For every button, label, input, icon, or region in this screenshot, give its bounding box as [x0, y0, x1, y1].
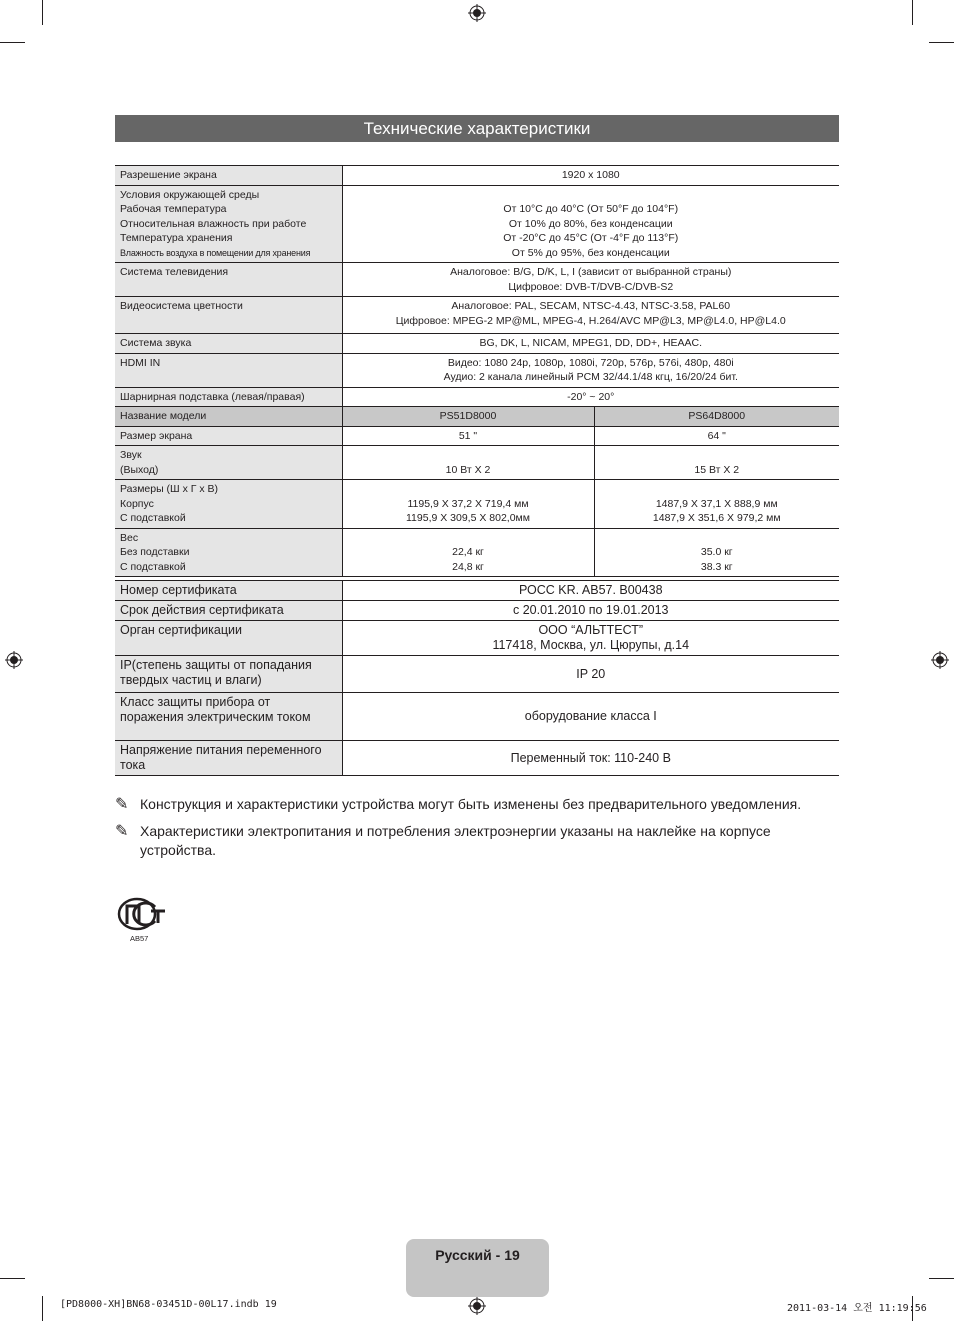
cert-value: РОСС KR. AB57. B00438 — [342, 581, 839, 601]
spec-label: Видеосистема цветности — [115, 297, 342, 334]
cert-label: Номер сертификата — [115, 581, 342, 601]
table-row — [115, 166, 839, 186]
table-row — [115, 185, 839, 263]
model-1-value: PS51D8000 — [342, 407, 594, 427]
spec-label: HDMI IN — [115, 353, 342, 387]
pct-certification-mark — [117, 897, 167, 931]
pencil-note-icon: ✎ — [115, 796, 129, 813]
certification-code: AB57 — [130, 934, 149, 943]
cert-label: Напряжение питания переменного тока — [115, 741, 342, 776]
model-2-value: 64 " — [594, 426, 839, 446]
cert-value: Переменный ток: 110-240 В — [342, 741, 839, 776]
cert-value: IP 20 — [342, 656, 839, 693]
spec-value: Аналоговое: B/G, D/K, L, I (зависит от выбранной страны) Цифровое: DVB-T/DVB-C/DVB-S2 — [342, 263, 839, 297]
model-2-value: 35.0 кг 38.3 кг — [594, 528, 839, 577]
notes-section — [115, 795, 839, 868]
spec-value: Видео: 1080 24p, 1080p, 1080i, 720p, 576p, 576i, 480p, 480i Аудио: 2 канала линейный PCM 32/44.1/48 кгц, 16/20/24 бит. — [342, 353, 839, 387]
specifications-table — [115, 165, 839, 577]
spec-label: Система телевидения — [115, 263, 342, 297]
registration-crosshair-icon — [931, 651, 949, 669]
table-row — [115, 621, 839, 656]
crop-mark — [42, 0, 43, 25]
model-1-value: 51 " — [342, 426, 594, 446]
print-file-info: [PD8000-XH]BN68-03451D-00L17.indb 19 — [60, 1299, 277, 1310]
spec-label: Разрешение экрана — [115, 166, 342, 186]
table-row — [115, 656, 839, 693]
cert-value: ООО “АЛЬТТЕСТ” 117418, Москва, ул. Цюрупы, д.14 — [342, 621, 839, 656]
spec-label: Шарнирная подставка (левая/правая) — [115, 387, 342, 407]
spec-label: Система звука — [115, 334, 342, 354]
page-label: Русский - 19 — [435, 1247, 520, 1263]
page-title: Технические характеристики — [115, 115, 839, 142]
table-row — [115, 581, 839, 601]
table-row — [115, 297, 839, 334]
spec-label: Размер экрана — [115, 426, 342, 446]
crop-mark — [929, 42, 954, 43]
model-1-value: 10 Вт X 2 — [342, 446, 594, 480]
table-row — [115, 334, 839, 354]
cert-value: с 20.01.2010 по 19.01.2013 — [342, 601, 839, 621]
spec-value: 1920 x 1080 — [342, 166, 839, 186]
crop-mark — [929, 1278, 954, 1279]
crop-mark — [0, 42, 25, 43]
registration-crosshair-icon — [5, 651, 23, 669]
model-2-value: 15 Вт X 2 — [594, 446, 839, 480]
table-row — [115, 426, 839, 446]
table-row — [115, 693, 839, 741]
note-text: Конструкция и характеристики устройства могут быть изменены без предварительного уведомления. — [140, 796, 802, 812]
spec-value: -20° ~ 20° — [342, 387, 839, 407]
cert-label: Срок действия сертификата — [115, 601, 342, 621]
spec-label: Название модели — [115, 407, 342, 427]
cert-value: оборудование класса I — [342, 693, 839, 741]
table-row — [115, 263, 839, 297]
registration-crosshair-icon — [468, 4, 486, 22]
certification-table — [115, 580, 839, 776]
spec-value: BG, DK, L, NICAM, MPEG1, DD, DD+, HEAAC. — [342, 334, 839, 354]
table-row — [115, 446, 839, 480]
cert-label: Класс защиты прибора от поражения электрическим током — [115, 693, 342, 741]
note — [115, 822, 839, 860]
spec-label: Размеры (Ш x Г x В) Корпус С подставкой — [115, 480, 342, 529]
crop-mark — [42, 1296, 43, 1321]
table-row — [115, 480, 839, 529]
print-date-info: 2011-03-14 오전 11:19:56 — [787, 1303, 927, 1314]
model-1-value: 1195,9 X 37,2 X 719,4 мм 1195,9 X 309,5 X 802,0мм — [342, 480, 594, 529]
spec-label: Звук (Выход) — [115, 446, 342, 480]
cert-label: Орган сертификации — [115, 621, 342, 656]
registration-crosshair-icon — [468, 1297, 486, 1315]
cert-label: IP(степень защиты от попадания твердых частиц и влаги) — [115, 656, 342, 693]
note — [115, 795, 839, 814]
note-text: Характеристики электропитания и потребления электроэнергии указаны на наклейке на корпусе устройства. — [140, 823, 771, 858]
model-2-value: 1487,9 X 37,1 X 888,9 мм 1487,9 X 351,6 X 979,2 мм — [594, 480, 839, 529]
crop-mark — [912, 0, 913, 25]
spec-label: Вес Без подставки С подставкой — [115, 528, 342, 577]
table-row — [115, 741, 839, 776]
crop-mark — [0, 1278, 25, 1279]
spec-value: От 10°C до 40°C (От 50°F до 104°F) От 10% до 80%, без конденсации От -20°C до 45°C (От -4°F до 113°F) От 5% до 95%, без конденсации — [342, 185, 839, 263]
table-row — [115, 528, 839, 577]
table-row — [115, 387, 839, 407]
spec-value: Аналоговое: PAL, SECAM, NTSC-4.43, NTSC-3.58, PAL60 Цифровое: MPEG-2 MP@ML, MPEG-4, H.264/AVC MP@L3, MP@L4.0, HP@L4.0 — [342, 297, 839, 334]
table-row — [115, 601, 839, 621]
pencil-note-icon: ✎ — [115, 823, 129, 840]
model-1-value: 22,4 кг 24,8 кг — [342, 528, 594, 577]
model-2-value: PS64D8000 — [594, 407, 839, 427]
spec-label: Условия окружающей среды Рабочая температура Относительная влажность при работе Температура хранения Влажность воздуха в помещении для хранения — [115, 185, 342, 263]
table-row — [115, 407, 839, 427]
page-number-tab — [406, 1239, 549, 1297]
table-row — [115, 353, 839, 387]
